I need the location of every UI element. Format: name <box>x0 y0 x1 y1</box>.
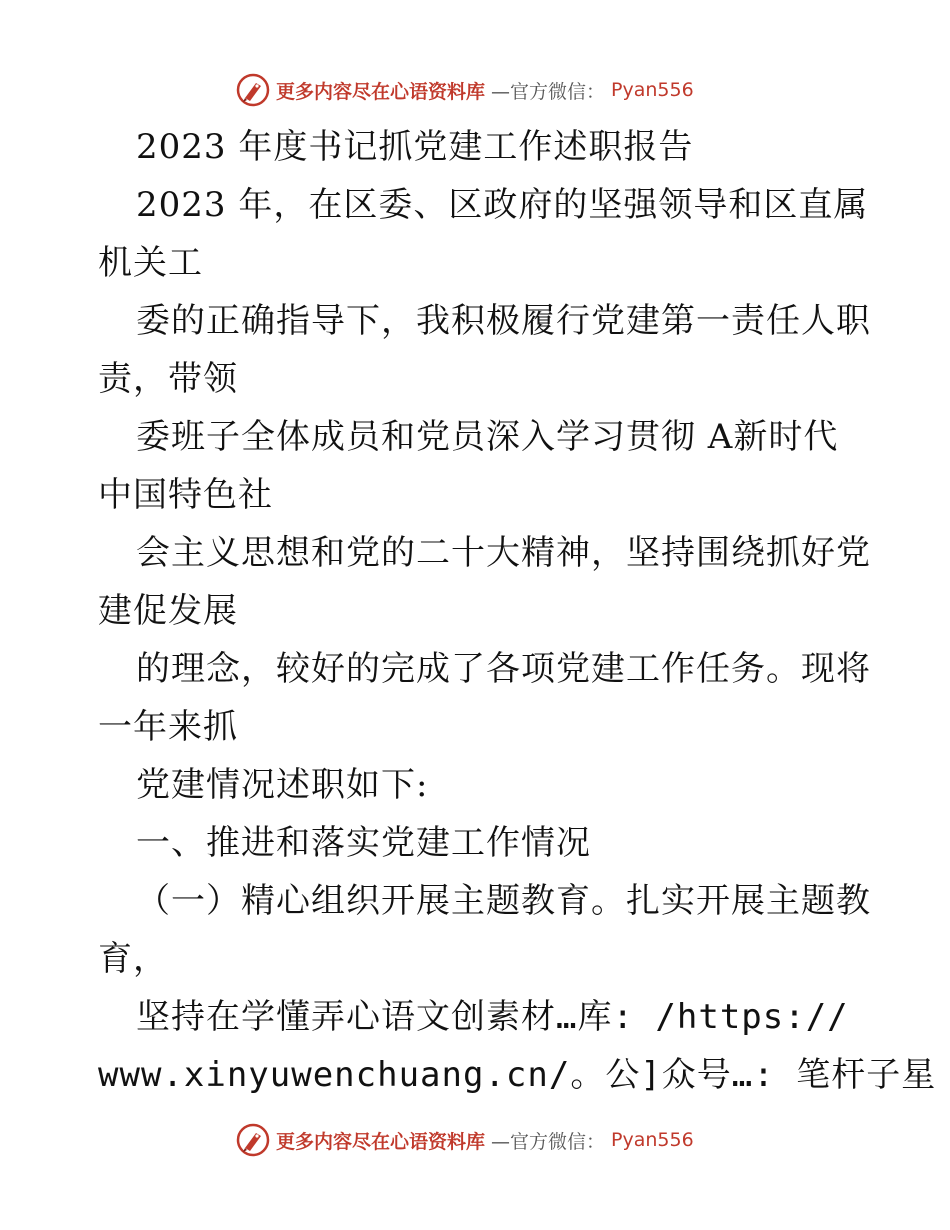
pen-nib-logo-icon <box>236 73 270 107</box>
report-title: 2023 年度书记抓党建工作述职报告 <box>136 127 694 167</box>
paragraph-line: 坚持在学懂弄心语文创素材…库: /https:// <box>136 997 849 1037</box>
paragraph-line: 党建情况述职如下: <box>136 765 429 805</box>
watermark-site-text: 更多内容尽在心语资料库 <box>276 80 486 103</box>
pen-nib-logo-icon <box>236 1123 270 1157</box>
paragraph-line: 委班子全体成员和党员深入学习贯彻 A新时代 <box>136 417 839 457</box>
footer-watermark <box>236 1122 694 1158</box>
paragraph-line: 育， <box>98 939 168 979</box>
watermark-site-text: 更多内容尽在心语资料库 <box>276 1130 486 1153</box>
paragraph-line: 委的正确指导下，我积极履行党建第一责任人职 <box>136 301 871 341</box>
paragraph-line: 会主义思想和党的二十大精神，坚持围绕抓好党 <box>136 533 871 573</box>
subsection-heading: （一）精心组织开展主题教育。扎实开展主题教 <box>136 881 871 921</box>
watermark-separator-text: —官方微信： <box>491 80 606 103</box>
paragraph-line: 中国特色社 <box>98 475 273 515</box>
paragraph-line: 建促发展 <box>98 591 238 631</box>
paragraph-line: 的理念，较好的完成了各项党建工作任务。现将 <box>136 649 871 689</box>
watermark-separator-text: —官方微信： <box>491 1130 606 1153</box>
paragraph-line: www.xinyuwenchuang.cn/。公]众号…: 笔杆子星 <box>98 1055 937 1095</box>
section-heading: 一、推进和落实党建工作情况 <box>136 823 591 863</box>
watermark-wechat-id: Pyan556 <box>611 79 694 101</box>
paragraph-line: 机关工 <box>98 243 203 283</box>
paragraph-line: 2023 年，在区委、区政府的坚强领导和区直属 <box>136 185 869 225</box>
paragraph-line: 一年来抓 <box>98 707 238 747</box>
report-body <box>98 118 937 1104</box>
paragraph-line: 责，带领 <box>98 359 238 399</box>
watermark-wechat-id: Pyan556 <box>611 1129 694 1151</box>
header-watermark <box>236 72 694 108</box>
